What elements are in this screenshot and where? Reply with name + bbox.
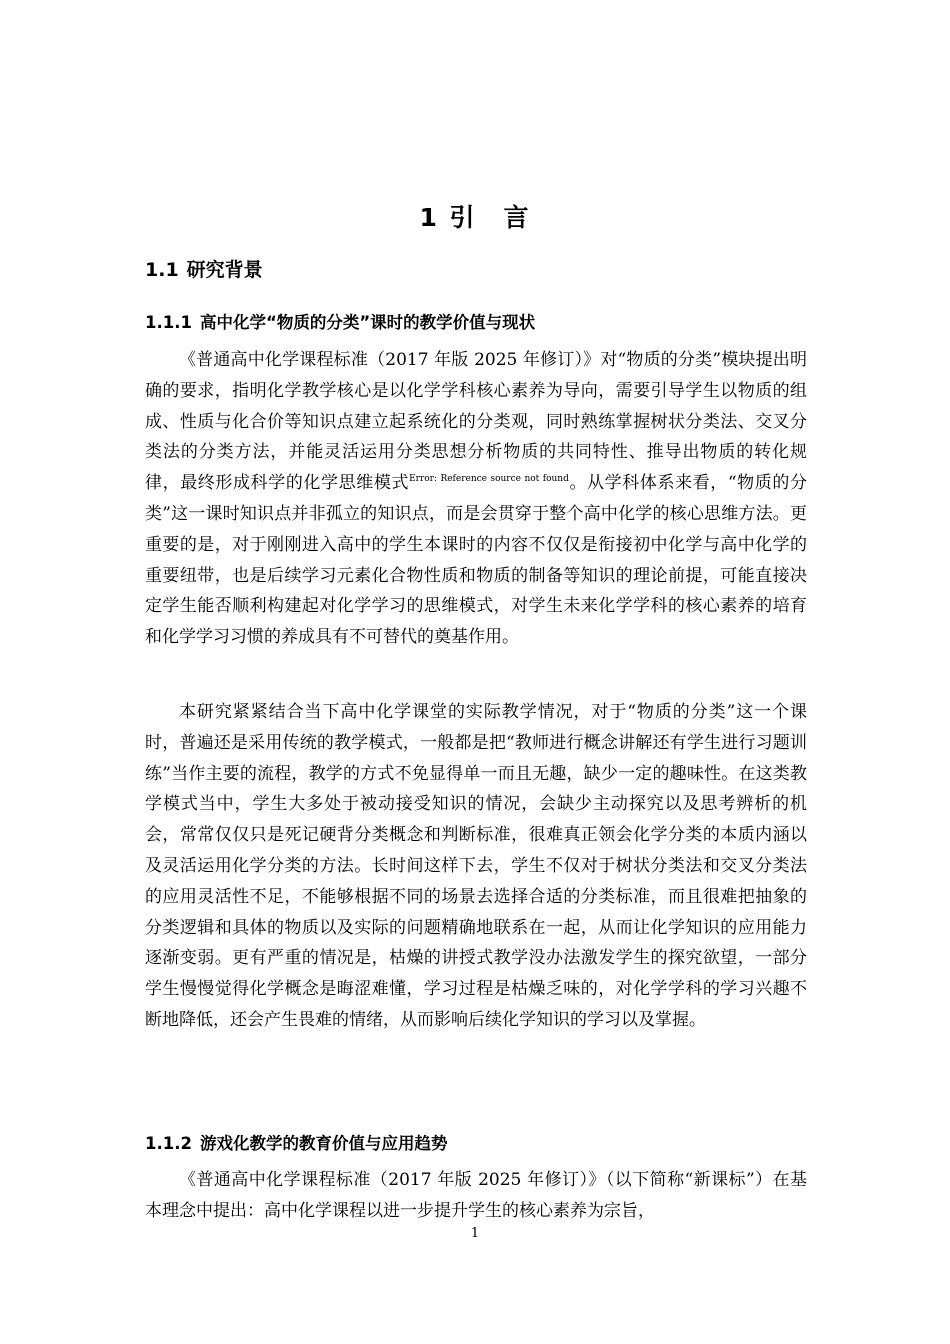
paragraph-text: 《普通高中化学课程标准（2017 年版 2025 年修订）》对“物质的分类”模块提出明确的要求，指明化学教学核心是以化学学科核心素养为导向，需要引导学生以物质的组成、性质与化合价等知识点建立起系统化的分类观，同时熟练掌握树状分类法、交叉分类法的分类方法，并能灵活运用分类思想分析物质的共同特性、推导出物质的转化规律，最终形成科学的化学思维模式 (145, 350, 807, 494)
paragraph-3: 《普通高中化学课程标准（2017 年版 2025 年修订）》（以下简称“新课标”）在基本理念中提出：高中化学课程以进一步提升学生的核心素养为宗旨， (145, 1170, 807, 1221)
paragraph-2: 本研究紧紧结合当下高中化学课堂的实际教学情况，对于“物质的分类”这一个课时，普遍还是采用传统的教学模式，一般都是把“教师进行概念讲解还有学生进行习题训练”当作主要的流程，教学的方式不免显得单一而且无趣，缺少一定的趣味性。在这类教学模式当中，学生大多处于被动接受知识的情况，会缺少主动探究以及思考辨析的机会，常常仅仅只是死记硬背分类概念和判断标准，很难真正领会化学分类的本质内涵以及灵活运用化学分类的方法。长时间这样下去，学生不仅对于树状分类法和交叉分类法的应用灵活性不足，不能够根据不同的场景去选择合适的分类标准，而且很难把抽象的分类逻辑和具体的物质以及实际的问题精确地联系在一起，从而让化学知识的应用能力逐渐变弱。更有严重的情况是，枯燥的讲授式教学没办法激发学生的探究欲望，一部分学生慢慢觉得化学概念是晦涩难懂，学习过程是枯燥乏味的，对化学学科的学习兴趣不断地降低，还会产生畏难的情绪，从而影响后续化学知识的学习以及掌握。 (145, 702, 807, 1030)
section-number: 1.1.1 (145, 313, 192, 332)
section-heading-1-1 (145, 255, 263, 282)
section-title: 高中化学“物质的分类”课时的教学价值与现状 (199, 313, 536, 332)
section-heading-1-1-2 (145, 1130, 447, 1154)
section-title: 研究背景 (186, 259, 263, 281)
section-number: 1.1 (145, 259, 179, 281)
reference-error: Error: Reference source not found (409, 474, 569, 485)
section-number: 1.1.2 (145, 1134, 192, 1153)
chapter-title: 1 引 言 (419, 203, 531, 232)
paragraph-1 (145, 345, 807, 653)
section-title: 游戏化教学的教育价值与应用趋势 (199, 1134, 448, 1153)
paragraph-text: 。从学科体系来看，“物质的分类”这一课时知识点并非孤立的知识点，而是会贯穿于整个高中化学的核心思维方法。更重要的是，对于刚刚进入高中的学生本课时的内容不仅仅是衔接初中化学与高中化学的重要纽带，也是后续学习元素化合物性质和物质的制备等知识的理论前提，可能直接决定学生能否顺利构建起对化学学习的思维模式，对学生未来化学学科的核心素养的培育和化学学习习惯的养成具有不可替代的奠基作用。 (145, 473, 807, 648)
section-heading-1-1-1 (145, 309, 535, 333)
page-number: 1 (470, 1226, 480, 1241)
